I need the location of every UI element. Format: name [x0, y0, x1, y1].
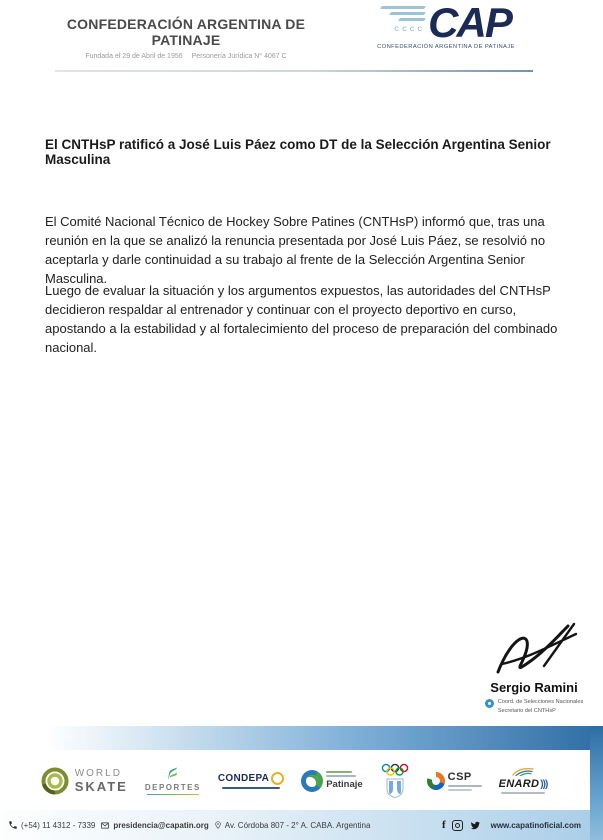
letter-paragraph-2: Luego de evaluar la situación y los argumentos expuestos, las autoridades del CNTHsP decidieron respaldar al entrenador y continuar con el proyecto deportivo en curso, apostando a la estabilidad y al fortalecimiento del proceso de preparación del combinado nacional.	[45, 283, 558, 355]
email-item[interactable]	[100, 821, 208, 830]
argentina-shield-icon	[385, 778, 405, 798]
deportes-underline	[147, 794, 199, 795]
condepa-logo	[218, 772, 284, 789]
cap-chevrons: CCCC	[394, 26, 426, 34]
condepa-tagline-bar	[222, 787, 280, 789]
world-skate-logo	[40, 766, 128, 796]
handwritten-signature	[488, 620, 580, 682]
world-skate-rings-icon	[40, 766, 70, 796]
org-legal: Personería Jurídica N° 4067 C	[191, 53, 287, 60]
partner-logos-row	[2, 753, 585, 808]
footer-right-strip	[590, 726, 603, 840]
location-pin-icon	[214, 820, 222, 830]
letter-title: El CNTHsP ratificó a José Luis Páez como DT de la Selección Argentina Senior Masculina	[45, 137, 551, 167]
enard-tagline-bar	[501, 792, 545, 794]
enard-waves: )))	[540, 779, 548, 790]
header-org-block	[55, 16, 317, 60]
deportes-logo	[145, 767, 201, 795]
deportes-label: DEPORTES	[144, 782, 201, 792]
signatory-role-line2: Secretario del CNTHsP	[497, 707, 556, 714]
envelope-icon	[100, 821, 110, 830]
enard-label: ENARD	[498, 778, 540, 790]
patinaje-tagline-bar2	[326, 775, 356, 777]
world-skate-word1: WORLD	[74, 767, 122, 779]
csp-globe-icon	[427, 772, 445, 790]
phone-number: (+54) 11 4312 - 7339	[21, 820, 96, 830]
enard-swoosh-icon	[510, 767, 536, 776]
cap-logo-row	[381, 0, 511, 46]
csp-label: CSP	[447, 770, 472, 783]
address-item	[214, 820, 371, 830]
patinaje-logo	[301, 770, 362, 792]
org-subtitle	[55, 53, 317, 60]
org-founded: Fundada el 29 de Abril de 1956	[85, 53, 183, 60]
signature-badge-icon	[485, 699, 494, 708]
olympic-rings-icon	[380, 763, 410, 776]
cap-logo	[366, 0, 526, 50]
csp-tagline-bar2	[448, 789, 472, 791]
header-divider	[55, 70, 533, 72]
cap-speed-lines-icon	[381, 6, 425, 33]
email-address[interactable]: presidencia@capatin.org	[113, 820, 209, 830]
patinaje-tagline-bar1	[326, 771, 352, 773]
facebook-icon[interactable]: f	[441, 819, 446, 831]
csp-tagline-bar1	[448, 785, 482, 787]
cap-logo-subtitle: CONFEDERACIÓN ARGENTINA DE PATINAJE	[377, 43, 515, 50]
instagram-icon[interactable]	[452, 820, 463, 831]
signatory-role-line1: Coord. de Selecciones Nacionales	[497, 699, 584, 705]
csp-logo	[427, 771, 482, 791]
condepa-label: CONDEPA	[217, 773, 270, 784]
condepa-ring-icon	[271, 772, 284, 785]
signature-block	[468, 620, 600, 716]
social-links	[442, 819, 581, 831]
world-skate-word2: SKATE	[74, 778, 128, 794]
enard-logo	[499, 767, 548, 794]
coa-logo	[380, 763, 410, 798]
postal-address: Av. Córdoba 807 - 2° A. CABA. Argentina	[224, 820, 371, 830]
patinaje-label: Patinaje	[326, 779, 363, 790]
cap-acronym: CAP	[428, 0, 511, 46]
deportes-flag-icon	[166, 767, 179, 781]
signatory-name: Sergio Ramini	[490, 680, 578, 695]
footer-gradient-bar	[46, 726, 603, 750]
signatory-role	[485, 698, 584, 716]
org-name: CONFEDERACIÓN ARGENTINA DE PATINAJE	[66, 16, 306, 48]
contact-bar	[0, 810, 603, 840]
letter-paragraph-1: El Comité Nacional Técnico de Hockey Sobre Patines (CNTHsP) informó que, tras una reunión en la que se analizó la renuncia presentada por José Luis Páez, se resolvió no aceptarla y darle continuidad a su trabajo al frente de la Selección Argentina Senior Masculina.	[45, 214, 546, 286]
website-url[interactable]: www.capatinoficial.com	[490, 820, 581, 830]
twitter-icon[interactable]	[469, 820, 481, 830]
patinaje-globe-icon	[301, 770, 323, 792]
phone-item	[8, 820, 95, 830]
phone-icon	[8, 820, 18, 830]
